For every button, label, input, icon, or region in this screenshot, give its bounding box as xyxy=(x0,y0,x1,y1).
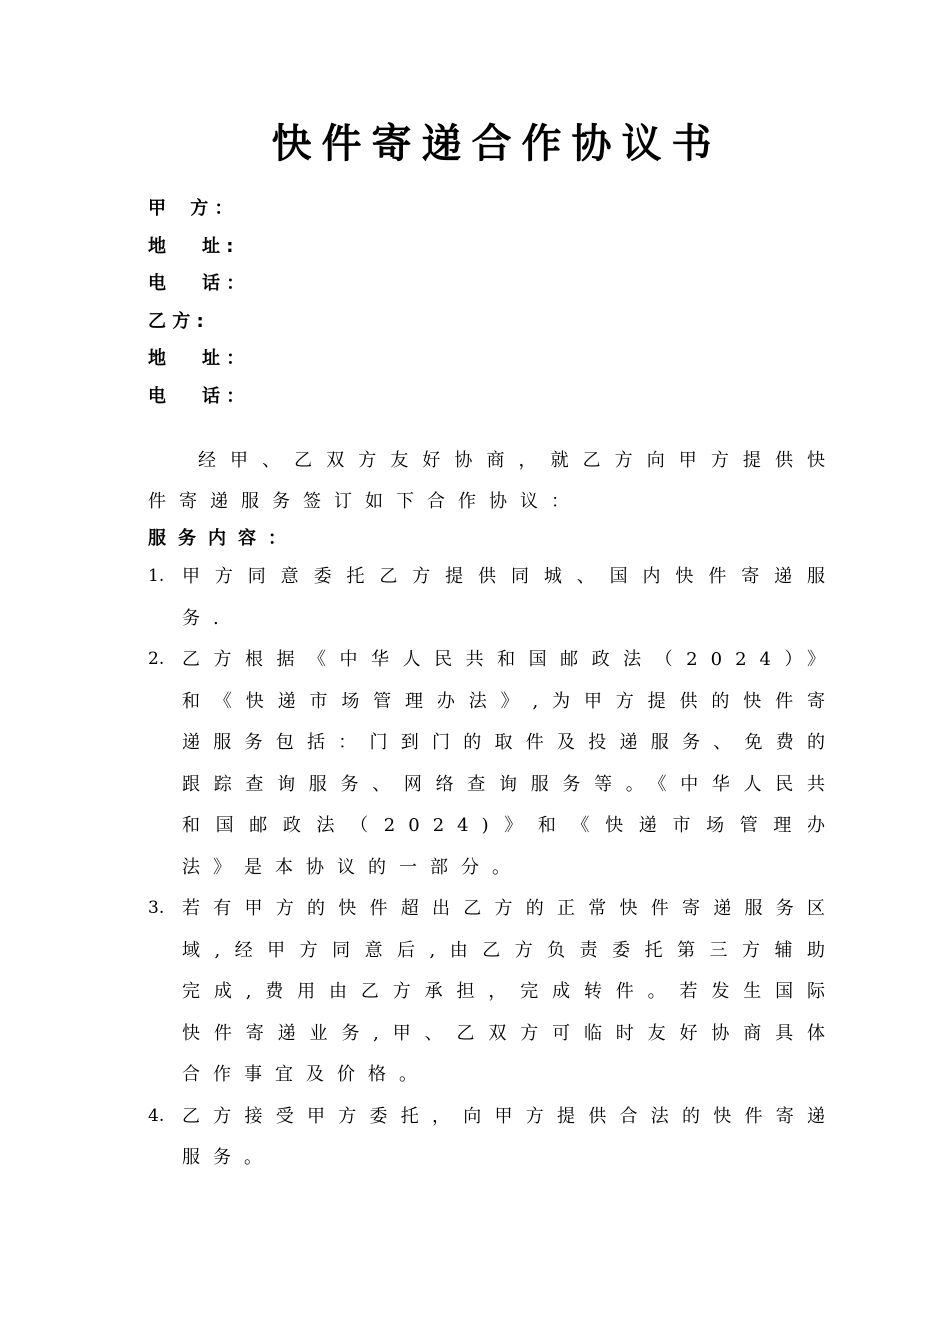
clause-number: 4. xyxy=(148,1105,165,1126)
party-a-address-label: 地 址 : xyxy=(148,235,234,257)
clause-list xyxy=(148,556,838,1179)
document-title: 快件寄递合作协议书 xyxy=(271,121,722,167)
clause-item xyxy=(148,1096,838,1179)
party-a-label: 甲 方 ： xyxy=(148,198,233,219)
clause-text: 甲方同意委托乙方提供同城、国内快件寄递服务. xyxy=(182,566,838,629)
clause-number: 3. xyxy=(148,898,165,918)
clause-item xyxy=(148,888,838,1096)
intro-paragraph: 经甲、乙双方友好协商，就乙方向甲方提供快件寄递服务签订如下合作协议： xyxy=(148,450,838,512)
clause-text: 乙方根据《中华人民共和国邮政法（2024）》和《快递市场管理办法》,为甲方提供的快件寄递服务包括：门到门的取件及投递服务、免费的跟踪查询服务、网络查询服务等。《中华人民共和国邮政法（2024)》和《快递市场管理办法》是本协议的一部分。 xyxy=(182,649,838,878)
clause-number: 1. xyxy=(148,566,165,586)
clause-number: 2. xyxy=(148,649,165,669)
service-content-heading: 服务内容： xyxy=(148,528,298,549)
party-b-label: 乙 方 : xyxy=(148,310,204,332)
clause-item xyxy=(148,639,838,888)
clause-text: 若有甲方的快件超出乙方的正常快件寄递服务区域,经甲方同意后,由乙方负责委托第三方辅助完成,费用由乙方承担，完成转件。若发生国际快件寄递业务,甲、乙双方可临时友好协商具体合作事宜及价格。 xyxy=(182,898,838,1085)
party-a-phone-label: 电 话 ： xyxy=(148,273,245,295)
party-b-address-label: 地 址 ： xyxy=(148,348,245,370)
party-info-block xyxy=(148,190,848,416)
party-b-phone-label: 电 话 ： xyxy=(148,385,245,407)
clause-item xyxy=(148,556,838,639)
agreement-body xyxy=(148,440,838,1179)
clause-text: 乙方接受甲方委托，向甲方提供合法的快件寄递服务。 xyxy=(182,1105,838,1168)
